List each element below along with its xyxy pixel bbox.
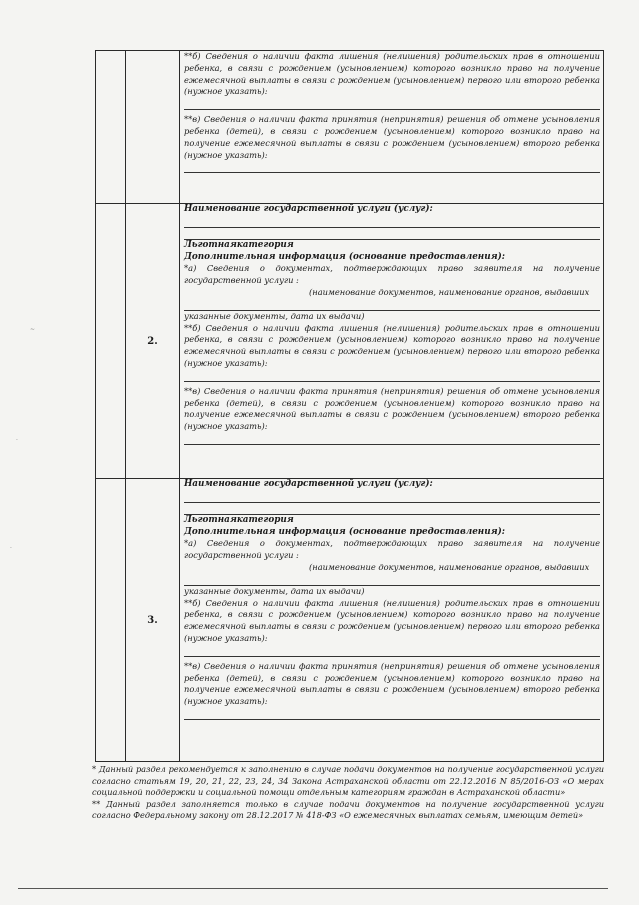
row-spacer-cell [96,51,126,204]
section-heading: Дополнительная информация (основание предоставления): [184,526,506,537]
scan-speck: · [16,437,18,444]
row-content [180,204,603,445]
fill-line [184,433,600,445]
fill-line [184,98,600,110]
field-text: *а) Сведения о документах, подтверждающих право заявителя на получение государственной услуги : [184,263,600,286]
fill-line [184,299,600,311]
row-spacer-cell [96,204,126,479]
section-heading: Наименование государственной услуги (услуг): [184,479,433,489]
field-caption: (наименование документов, наименование органов, выдавших [309,286,590,297]
fill-line [184,370,600,382]
field-caption: (наименование документов, наименование органов, выдавших [309,561,590,572]
footnote-1: * Данный раздел рекомендуется к заполнению в случае подачи документов на получение государственной услуги согласно статьям 19, 20, 21, 22, 23, 24, 34 Закона Астраханской области от 22.12.2016 N 85/2016-ОЗ «О мерах социальной поддержки и социальной помощи отдельным категориям граждан в Астраханской области» [92,764,604,797]
table-row [96,51,604,204]
form-table [95,50,604,762]
section-heading: Льготнаякатегория [184,514,294,525]
row-number: 3. [126,479,180,762]
row-content [180,51,603,173]
fill-line [184,574,600,586]
scan-speck: · [10,545,12,552]
section-heading: Наименование государственной услуги (услуг): [184,204,433,214]
fill-line [184,161,600,173]
section-heading: Дополнительная информация (основание предоставления): [184,251,506,262]
fill-line [184,491,600,503]
fill-line [184,645,600,657]
scan-speck: ~ [30,326,36,333]
row-content-cell [180,204,604,479]
footnotes [92,764,604,822]
field-text: указанные документы, дата их выдачи) [184,585,365,596]
footnote-2: ** Данный раздел заполняется только в случае подачи документов на получение государственной услуги согласно Федеральному закону от 28.12.2017 № 418-ФЗ «О ежемесячных выплатах семьям, имеющим детей» [92,798,604,820]
bottom-rule [18,888,608,889]
fill-line [184,503,600,515]
fill-line [184,216,600,228]
fill-line [184,708,600,720]
field-text: **в) Сведения о наличии факта принятия (непринятия) решения об отмене усыновления ребенка (детей), в связи с рождением (усыновлением) которого возникло право на получение ежемесячной выплаты в связи с рождением (усыновлением) второго ребенка (нужное указать): [184,114,600,160]
field-text: **в) Сведения о наличии факта принятия (непринятия) решения об отмене усыновления ребенка (детей), в связи с рождением (усыновлением) которого возникло право на получение ежемесячной выплаты в связи с рождением (усыновлением) второго ребенка (нужное указать): [184,385,600,432]
table-row [96,204,604,479]
row-content [180,479,603,720]
table-row [96,479,604,762]
section-heading: Льготнаякатегория [184,239,294,250]
row-content-cell [180,479,604,762]
field-text: **в) Сведения о наличии факта принятия (непринятия) решения об отмене усыновления ребенка (детей), в связи с рождением (усыновлением) которого возникло право на получение ежемесячной выплаты в связи с рождением (усыновлением) второго ребенка (нужное указать): [184,660,600,707]
row-spacer-cell [96,479,126,762]
field-text: **б) Сведения о наличии факта лишения (нелишения) родительских прав в отношении ребенка, в связи с рождением (усыновлением) которого возникло право на получение ежемесячной выплаты в связи с рождением (усыновлением) первого или второго ребенка (нужное указать): [184,51,600,97]
row-number: 2. [126,204,180,479]
field-text: *а) Сведения о документах, подтверждающих право заявителя на получение государственной услуги : [184,538,600,561]
fill-line [184,228,600,240]
field-text: указанные документы, дата их выдачи) [184,310,365,321]
field-text: **б) Сведения о наличии факта лишения (нелишения) родительских прав в отношении ребенка, в связи с рождением (усыновлением) которого возникло право на получение ежемесячной выплаты в связи с рождением (усыновлением) первого или второго ребенка (нужное указать): [184,597,600,643]
field-text: **б) Сведения о наличии факта лишения (нелишения) родительских прав в отношении ребенка, в связи с рождением (усыновлением) которого возникло право на получение ежемесячной выплаты в связи с рождением (усыновлением) первого или второго ребенка (нужное указать): [184,322,600,368]
row-number [126,51,180,204]
row-content-cell [180,51,604,204]
